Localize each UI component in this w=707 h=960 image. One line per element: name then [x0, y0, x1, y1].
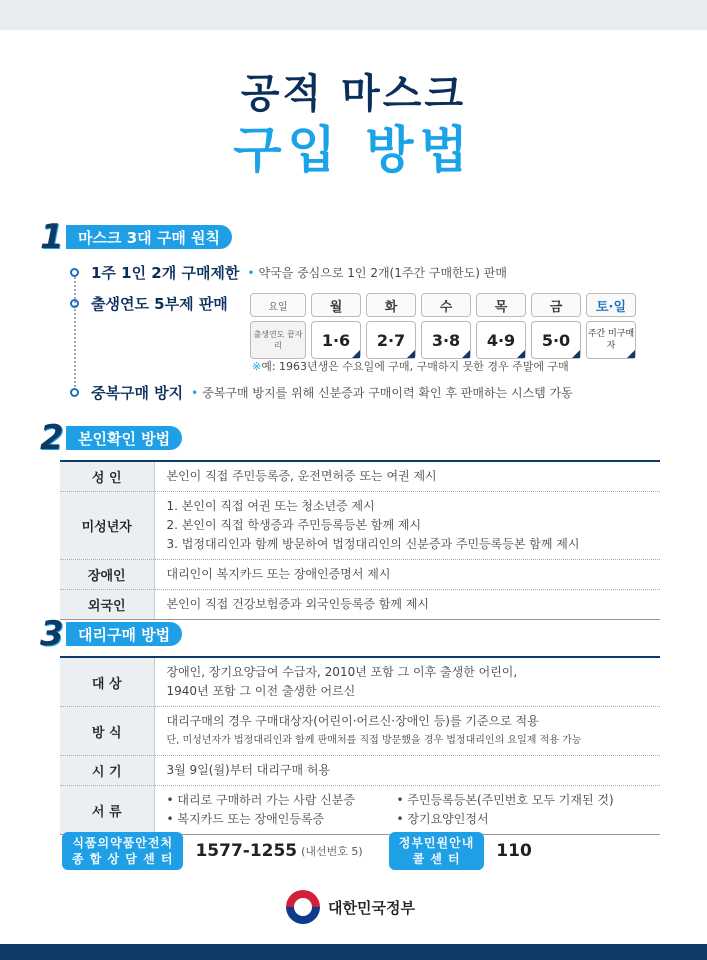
digit-value: 4·9	[486, 330, 516, 350]
section3-label: 대리구매 방법	[66, 622, 182, 646]
section2-label: 본인확인 방법	[66, 426, 182, 450]
section1-header	[40, 217, 232, 257]
birth-year-day-grid	[250, 293, 636, 359]
list-item: 1. 본인이 직접 여권 또는 청소년증 제시	[166, 499, 375, 513]
digit-cell	[311, 321, 361, 359]
rule-birth-year	[70, 293, 228, 314]
page-title: 공적 마스크	[240, 71, 467, 117]
digit-cell	[531, 321, 581, 359]
day-cell: 화	[366, 293, 416, 317]
mfds-center-badge	[62, 832, 183, 870]
day-cell-weekend: 토·일	[586, 293, 636, 317]
bottom-banner	[0, 944, 707, 960]
day-cell: 목	[476, 293, 526, 317]
digit-cell	[421, 321, 471, 359]
org-name: 정부민원안내	[398, 836, 475, 850]
row-label: 서 류	[60, 786, 154, 835]
bullet-icon	[70, 299, 79, 308]
section2-number: 2	[40, 418, 64, 458]
digit-value: 3·8	[431, 330, 461, 350]
day-cell: 월	[311, 293, 361, 317]
org-name: 콜 센 터	[412, 852, 461, 866]
phone-number[interactable]: 110	[496, 841, 532, 861]
document-item: • 주민등록등본(주민번호 모두 기재된 것)	[396, 793, 614, 807]
list-item: 3. 법정대리인과 함께 방문하여 법정대리인의 신분증과 주민등록등본 함께 제시	[166, 537, 580, 551]
note-bullet: •	[191, 386, 199, 400]
table-row	[60, 786, 660, 835]
rule-purchase-limit	[70, 262, 507, 283]
section2-header	[40, 418, 182, 458]
proxy-purchase-table	[60, 656, 660, 835]
section3-header	[40, 614, 182, 654]
document-item: • 대리로 구매하러 가는 사람 신분증	[166, 793, 355, 807]
table-row	[60, 657, 660, 707]
value-line: 대리구매의 경우 구매대상자(어린이·어르신·장애인 등)를 기준으로 적용	[166, 714, 539, 728]
row-value: 본인이 직접 건강보험증과 외국인등록증 함께 제시	[154, 590, 660, 620]
row-value: 대리인이 복지카드 또는 장애인증명서 제시	[154, 560, 660, 590]
rule-note-text: 중복구매 방지를 위해 신분증과 구매이력 확인 후 판매하는 시스템 가동	[202, 386, 573, 400]
row-value	[154, 492, 660, 560]
digit-cell-weekend	[586, 321, 636, 359]
phone-number[interactable]: 1577-1255	[195, 841, 298, 861]
digit-value: 5·0	[541, 330, 571, 350]
grid-row-label: 출생연도 끝자리	[250, 321, 306, 359]
row-value	[154, 657, 660, 707]
bullet-icon	[70, 268, 79, 277]
extension-number: (내선번호 5)	[301, 845, 363, 858]
digit-value: 주간 미구매자	[587, 329, 635, 351]
government-logo	[286, 890, 415, 924]
note-mark: ※	[252, 360, 262, 373]
document-item: • 복지카드 또는 장애인등록증	[166, 812, 325, 826]
example-note	[252, 358, 569, 374]
digit-cell	[366, 321, 416, 359]
example-text: 예: 1963년생은 수요일에 구매, 구매하지 못한 경우 주말에 구매	[261, 360, 569, 373]
top-banner	[0, 0, 707, 30]
row-label: 장애인	[60, 560, 154, 590]
day-cell: 금	[531, 293, 581, 317]
rule-note	[191, 384, 573, 401]
rule-duplicate-prevention	[70, 382, 573, 403]
section1-number: 1	[40, 217, 64, 257]
row-label: 시 기	[60, 756, 154, 786]
list-item: 2. 본인이 직접 학생증과 주민등록등본 함께 제시	[166, 518, 422, 532]
row-label: 대 상	[60, 657, 154, 707]
row-label: 외국인	[60, 590, 154, 620]
row-label: 미성년자	[60, 492, 154, 560]
rule-title: 출생연도 5부제 판매	[91, 295, 228, 313]
rule-note-text: 약국을 중심으로 1인 2개(1주간 구매한도) 판매	[258, 266, 507, 280]
digit-value: 1·6	[321, 330, 351, 350]
row-value	[154, 707, 660, 756]
table-row	[60, 707, 660, 756]
note-bullet: •	[247, 266, 255, 280]
row-value: 3월 9일(월)부터 대리구매 허용	[154, 756, 660, 786]
row-label: 성 인	[60, 461, 154, 492]
table-row	[60, 756, 660, 786]
rule-title: 중복구매 방지	[91, 384, 184, 402]
contact-footer	[62, 832, 532, 870]
digit-value: 2·7	[376, 330, 406, 350]
rule-note	[247, 264, 506, 281]
page-subtitle: 구입 방법	[233, 121, 474, 179]
table-row	[60, 560, 660, 590]
value-line: 장애인, 장기요양급여 수급자, 2010년 포함 그 이후 출생한 어린이,	[166, 665, 518, 679]
table-row	[60, 461, 660, 492]
org-name: 종 합 상 담 센 터	[72, 852, 174, 866]
table-row	[60, 492, 660, 560]
rule-title: 1주 1인 2개 구매제한	[91, 264, 240, 282]
logo-text: 대한민국정부	[328, 898, 415, 917]
value-line: 단, 미성년자가 법정대리인과 함께 판매처를 직접 방문했을 경우 법정대리인의 요일제 적용 가능	[166, 735, 582, 746]
row-value	[154, 786, 660, 835]
identity-check-table	[60, 460, 660, 620]
value-line: 1940년 포함 그 이전 출생한 어르신	[166, 684, 356, 698]
grid-head-label: 요일	[250, 293, 306, 317]
bullet-icon	[70, 388, 79, 397]
row-value: 본인이 직접 주민등록증, 운전면허증 또는 여권 제시	[154, 461, 660, 492]
row-label: 방 식	[60, 707, 154, 756]
document-item: • 장기요양인정서	[396, 812, 489, 826]
section1-label: 마스크 3대 구매 원칙	[66, 225, 232, 249]
digit-cell	[476, 321, 526, 359]
day-cell: 수	[421, 293, 471, 317]
section3-number: 3	[40, 614, 64, 654]
gov-callcenter-badge	[389, 832, 485, 870]
table-row	[60, 590, 660, 620]
taegeuk-icon	[286, 890, 320, 924]
org-name: 식품의약품안전처	[72, 836, 174, 850]
